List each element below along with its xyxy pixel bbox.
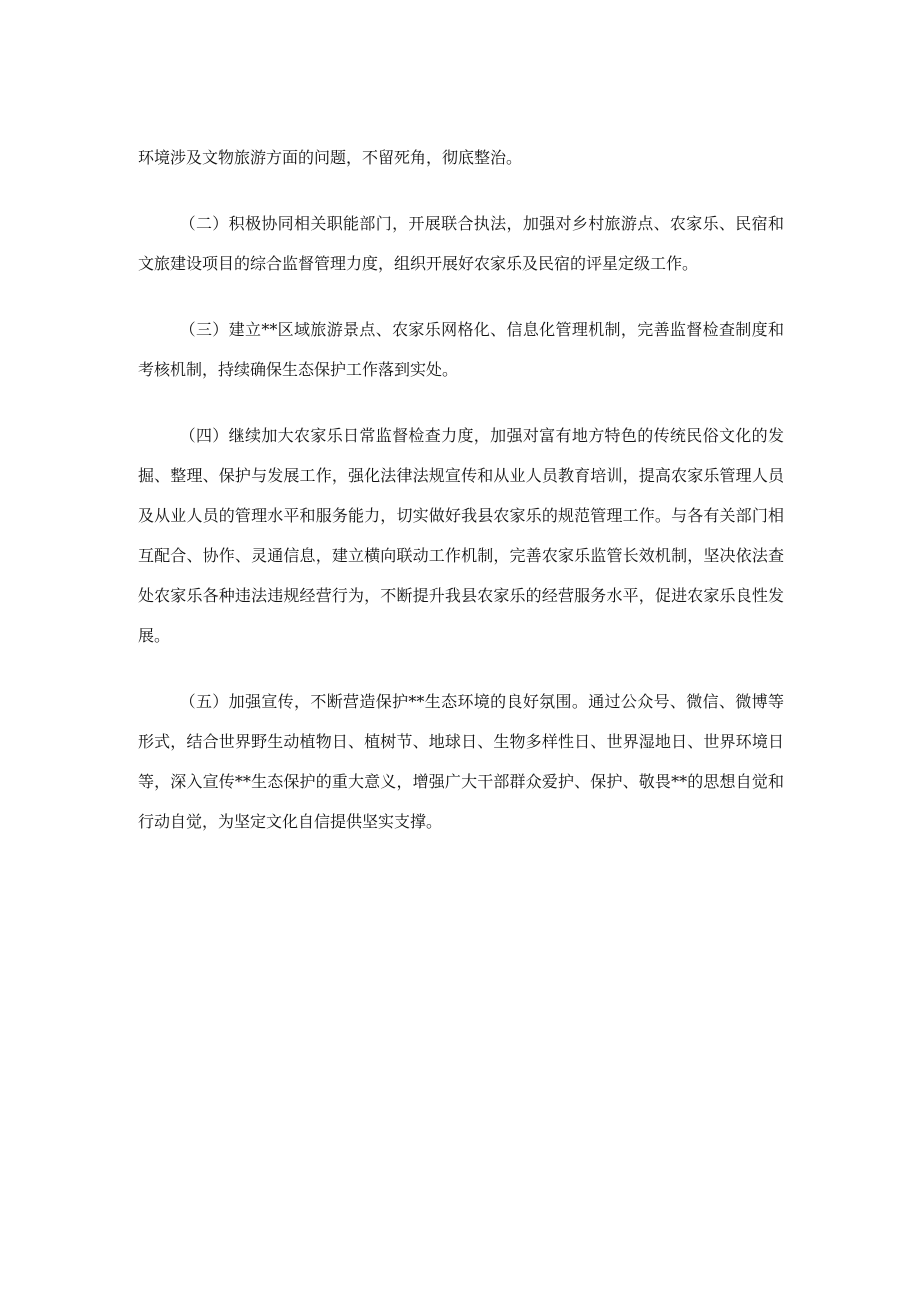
document-body — [138, 138, 784, 842]
paragraph-gap — [138, 284, 784, 310]
paragraph-gap — [138, 178, 784, 204]
paragraph-continuation: 环境涉及文物旅游方面的问题，不留死角，彻底整治。 — [138, 148, 523, 167]
paragraph-item-4: （四）继续加大农家乐日常监督检查力度，加强对富有地方特色的传统民俗文化的发掘、整理、保护与发展工作，强化法律法规宣传和从业人员教育培训，提高农家乐管理人员及从业人员的管理水平和服务能力，切实做好我县农家乐的规范管理工作。与各有关部门相互配合、协作、灵通信息，建立横向联动工作机制，完善农家乐监管长效机制，坚决依法查处农家乐各种违法违规经营行为，不断提升我县农家乐的经营服务水平，促进农家乐良性发展。 — [138, 426, 784, 645]
paragraph-gap — [138, 656, 784, 682]
paragraph-gap — [138, 390, 784, 416]
paragraph-item-5: （五）加强宣传，不断营造保护**生态环境的良好氛围。通过公众号、微信、微博等形式，结合世界野生动植物日、植树节、地球日、生物多样性日、世界湿地日、世界环境日等，深入宣传**生态保护的重大意义，增强广大干部群众爱护、保护、敬畏**的思想自觉和行动自觉，为坚定文化自信提供坚实支撑。 — [138, 692, 784, 831]
paragraph-item-3: （三）建立**区域旅游景点、农家乐网格化、信息化管理机制，完善监督检查制度和考核机制，持续确保生态保护工作落到实处。 — [138, 320, 784, 379]
paragraph-item-2: （二）积极协同相关职能部门，开展联合执法，加强对乡村旅游点、农家乐、民宿和文旅建设项目的综合监督管理力度，组织开展好农家乐及民宿的评星定级工作。 — [138, 214, 784, 273]
